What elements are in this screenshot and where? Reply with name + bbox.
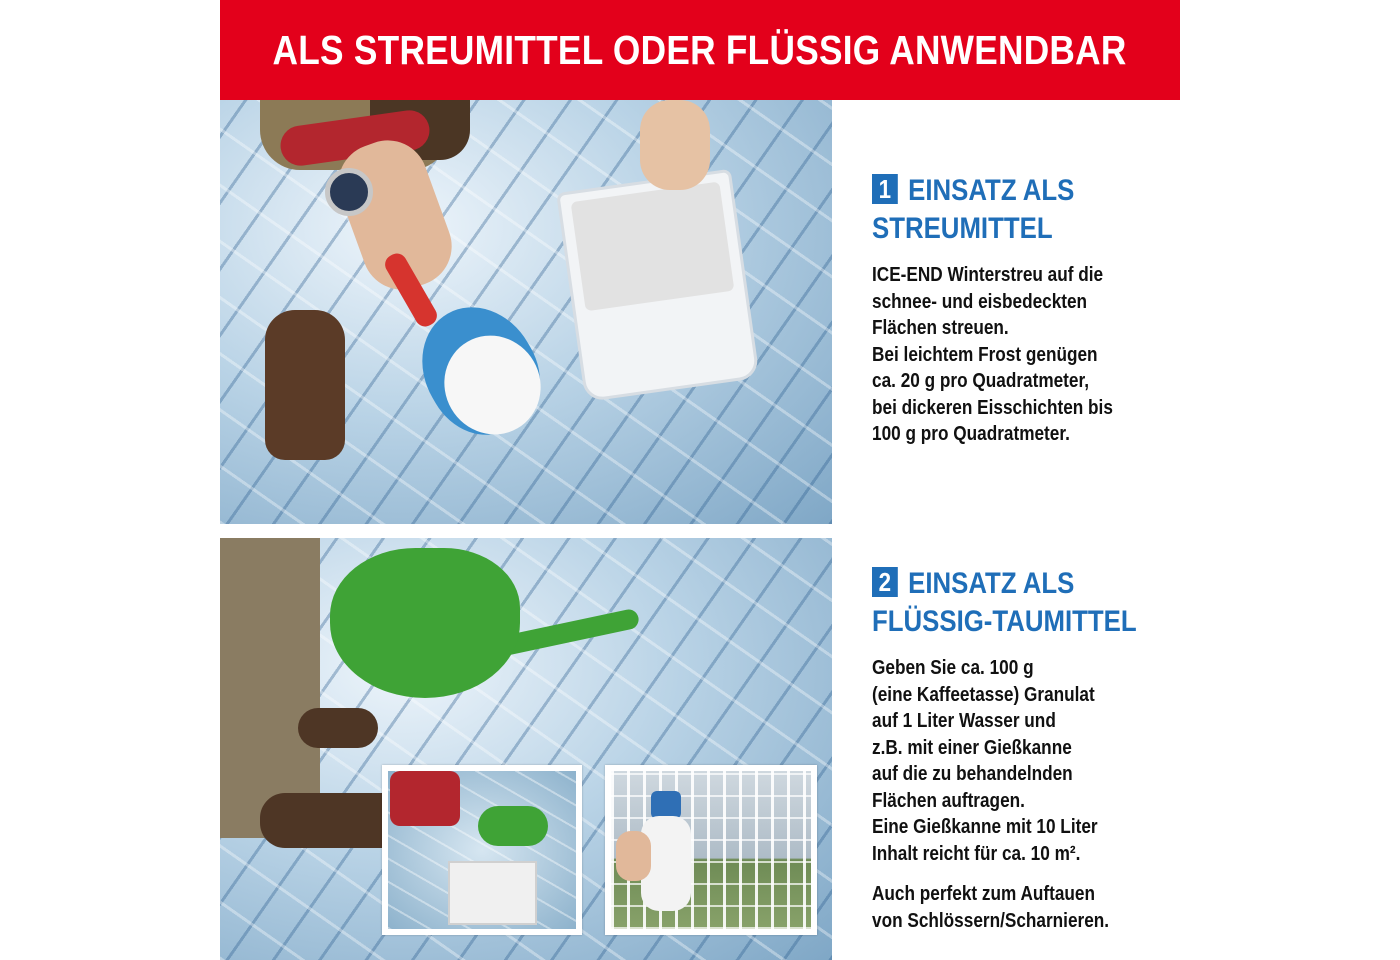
inset-box [448, 861, 537, 925]
body-line: bei dickeren Eisschichten bis [872, 396, 1113, 419]
section-heading [872, 565, 1182, 641]
body-line: Flächen streuen. [872, 317, 1009, 339]
body-line: Eine Gießkanne mit 10 Liter [872, 816, 1098, 838]
banner-title: ALS STREUMITTEL ODER FLÜSSIG ANWENDBAR [272, 26, 1128, 73]
photo-bucket [556, 169, 760, 402]
body-line: Geben Sie ca. 100 g [872, 657, 1034, 679]
section-heading [872, 172, 1182, 248]
photo-boot [265, 310, 345, 460]
body-line: Bei leichtem Frost genügen [872, 343, 1098, 366]
section-body [872, 655, 1164, 934]
heading-line: STREUMITTEL [872, 212, 1053, 245]
body-line: ca. 20 g pro Quadratmeter, [872, 370, 1090, 392]
body-line: auf 1 Liter Wasser und [872, 710, 1056, 732]
photo-hand [640, 100, 710, 190]
inset-image [388, 771, 576, 929]
photo-boot [298, 708, 378, 748]
header-banner [220, 0, 1180, 100]
step-number-badge: 2 [872, 567, 898, 597]
photo-green-can [330, 548, 520, 698]
inset-photo-spray-bottle [605, 765, 817, 935]
body-line: z.B. mit einer Gießkanne [872, 736, 1072, 759]
heading-line: EINSATZ ALS [908, 567, 1075, 600]
inset-person [390, 771, 460, 826]
body-line: 100 g pro Quadratmeter. [872, 423, 1070, 445]
body-line: (eine Kaffeetasse) Granulat [872, 683, 1095, 706]
section-fluessig-taumittel [872, 565, 1172, 934]
body-line: schnee- und eisbedeckten [872, 290, 1088, 313]
body-line: ICE-END Winterstreu auf die [872, 264, 1104, 286]
inset-image [611, 771, 811, 929]
photo-spreading-granules [220, 100, 832, 524]
body-line: Auch perfekt zum Auftauen [872, 883, 1095, 905]
photo-bucket-fill [571, 181, 735, 311]
step-number-badge: 1 [872, 174, 898, 204]
section-body [872, 262, 1164, 448]
section-streumittel [872, 172, 1172, 448]
heading-line: EINSATZ ALS [908, 174, 1075, 207]
photo-watering-can [220, 538, 832, 960]
inset-photo-mixing [382, 765, 582, 935]
inset-can [478, 806, 548, 846]
inset-sprayer-top [651, 791, 681, 819]
body-line: auf die zu behandelnden [872, 763, 1073, 785]
inset-hand [616, 831, 651, 881]
body-line: Inhalt reicht für ca. 10 m². [872, 842, 1081, 865]
body-line: von Schlössern/Scharnieren. [872, 909, 1110, 932]
photo-watch [325, 168, 373, 216]
heading-line: FLÜSSIG-TAUMITTEL [872, 605, 1137, 638]
body-line: Flächen auftragen. [872, 789, 1025, 812]
